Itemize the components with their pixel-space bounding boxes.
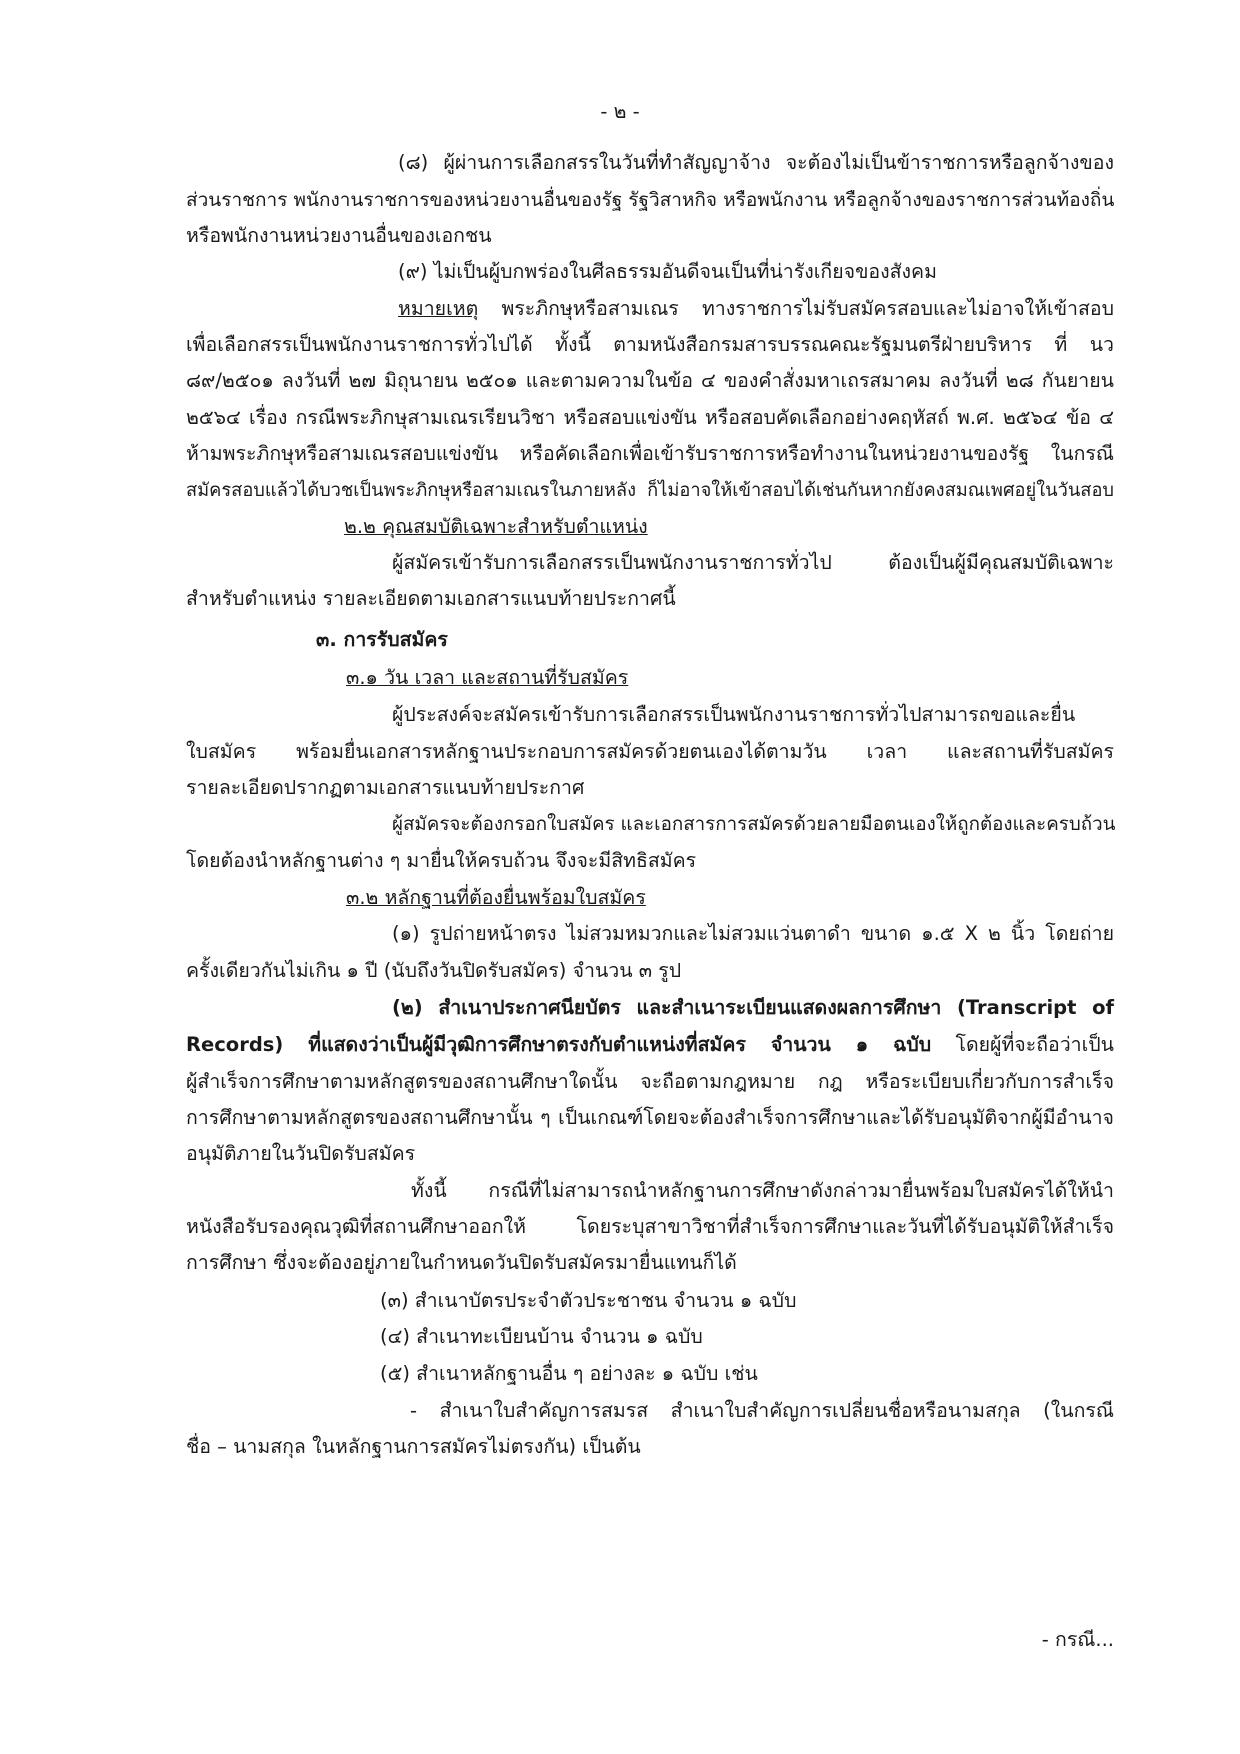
plain-text: โดยผู้ที่จะถือว่าเป็น <box>931 1033 1114 1056</box>
section-heading-3: ๓. การรับสมัคร <box>316 628 448 651</box>
paragraph-line: (๑) รูปถ่ายหน้าตรง ไม่สวมหมวกและไม่สวมแว่นตาดำ ขนาด ๑.๕ X ๒ นิ้ว โดยถ่าย <box>392 922 1114 945</box>
paragraph-line: ชื่อ – นามสกุล ในหลักฐานการสมัครไม่ตรงกัน) เป็นต้น <box>186 1435 641 1458</box>
paragraph-line: หนังสือรับรองคุณวุฒิที่สถานศึกษาออกให้ โดยระบุสาขาวิชาที่สำเร็จการศึกษาและวันที่ได้รับอนุมัติให้สำเร็จ <box>186 1215 1114 1238</box>
footer-continuation: - กรณี... <box>1041 1628 1114 1651</box>
paragraph-line: โดยต้องนำหลักฐานต่าง ๆ มายื่นให้ครบถ้วน จึงจะมีสิทธิสมัคร <box>186 849 697 872</box>
paragraph-line: ครั้งเดียวกันไม่เกิน ๑ ปี (นับถึงวันปิดรับสมัคร) จำนวน ๓ รูป <box>186 959 682 982</box>
page-number: - ๒ - <box>600 100 640 123</box>
list-item: (๔) สำเนาทะเบียนบ้าน จำนวน ๑ ฉบับ <box>380 1325 703 1348</box>
paragraph-line: (๙) ไม่เป็นผู้บกพร่องในศีลธรรมอันดีจนเป็นที่น่ารังเกียจของสังคม <box>398 260 937 283</box>
paragraph-line: ผู้สมัครเข้ารับการเลือกสรรเป็นพนักงานราชการทั่วไป ต้องเป็นผู้มีคุณสมบัติเฉพาะ <box>392 551 1114 574</box>
paragraph-line: เพื่อเลือกสรรเป็นพนักงานราชการทั่วไปได้ ทั้งนี้ ตามหนังสือกรมสารบรรณคณะรัฐมนตรีฝ่ายบริหาร ที่ นว <box>186 333 1114 356</box>
bold-text: Records) ที่แสดงว่าเป็นผู้มีวุฒิการศึกษาตรงกับตำแหน่งที่สมัคร จำนวน ๑ ฉบับ <box>186 1033 932 1056</box>
paragraph-line: ผู้ประสงค์จะสมัครเข้ารับการเลือกสรรเป็นพนักงานราชการทั่วไปสามารถขอและยื่น <box>392 703 1076 726</box>
paragraph-line: การศึกษา ซึ่งจะต้องอยู่ภายในกำหนดวันปิดรับสมัครมายื่นแทนก็ได้ <box>186 1251 737 1274</box>
paragraph-line: ๒๕๖๔ เรื่อง กรณีพระภิกษุสามเณรเรียนวิชา หรือสอบแข่งขัน หรือสอบคัดเลือกอย่างคฤหัสถ์ พ.ศ. ๒๕๖๔ ข้อ ๔ <box>186 406 1114 429</box>
paragraph-line <box>186 1030 1114 1060</box>
paragraph-line: สมัครสอบแล้วได้บวชเป็นพระภิกษุหรือสามเณรในภายหลัง ก็ไม่อาจให้เข้าสอบได้เช่นกันหากยังคงสมณเพศอยู่ในวันสอบ <box>186 480 1114 501</box>
list-item: (๓) สำเนาบัตรประจำตัวประชาชน จำนวน ๑ ฉบับ <box>380 1289 797 1312</box>
paragraph-line-bold: (๒) สำเนาประกาศนียบัตร และสำเนาระเบียนแสดงผลการศึกษา (Transcript of <box>392 996 1114 1019</box>
note-text: พระภิกษุหรือสามเณร ทางราชการไม่รับสมัครสอบและไม่อาจให้เข้าสอบ <box>478 297 1114 320</box>
section-heading-3-1: ๓.๑ วัน เวลา และสถานที่รับสมัคร <box>346 666 629 689</box>
paragraph-line: ผู้สมัครจะต้องกรอกใบสมัคร และเอกสารการสมัครด้วยลายมือตนเองให้ถูกต้องและครบถ้วน <box>392 814 1116 835</box>
paragraph-line: ทั้งนี้ กรณีที่ไม่สามารถนำหลักฐานการศึกษาดังกล่าวมายื่นพร้อมใบสมัครได้ให้นำ <box>411 1179 1114 1202</box>
list-subitem: - สำเนาใบสำคัญการสมรส สำเนาใบสำคัญการเปลี่ยนชื่อหรือนามสกุล (ในกรณี <box>410 1399 1114 1422</box>
note-line <box>398 294 1114 324</box>
paragraph-line: ๘๙/๒๕๐๑ ลงวันที่ ๒๗ มิถุนายน ๒๕๐๑ และตามความในข้อ ๔ ของคำสั่งมหาเถรสมาคม ลงวันที่ ๒๘ กันยายน <box>186 369 1114 392</box>
paragraph-line: (๘) ผู้ผ่านการเลือกสรรในวันที่ทำสัญญาจ้าง จะต้องไม่เป็นข้าราชการหรือลูกจ้างของ <box>398 151 1114 174</box>
paragraph-line: อนุมัติภายในวันปิดรับสมัคร <box>186 1142 416 1165</box>
paragraph-line: สำหรับตำแหน่ง รายละเอียดตามเอกสารแนบท้ายประกาศนี้ <box>186 587 676 610</box>
paragraph-line: รายละเอียดปรากฏตามเอกสารแนบท้ายประกาศ <box>186 776 585 799</box>
list-item: (๕) สำเนาหลักฐานอื่น ๆ อย่างละ ๑ ฉบับ เช่น <box>380 1362 758 1385</box>
paragraph-line: การศึกษาตามหลักสูตรของสถานศึกษานั้น ๆ เป็นเกณฑ์โดยจะต้องสำเร็จการศึกษาและได้รับอนุมัติจากผู้มีอำนาจ <box>186 1106 1114 1129</box>
note-heading: หมายเหตุ <box>398 297 479 320</box>
section-heading-2-2: ๒.๒ คุณสมบัติเฉพาะสำหรับตำแหน่ง <box>344 515 648 538</box>
paragraph-line: ใบสมัคร พร้อมยื่นเอกสารหลักฐานประกอบการสมัครด้วยตนเองได้ตามวัน เวลา และสถานที่รับสมัคร <box>186 740 1114 763</box>
paragraph-line: ผู้สำเร็จการศึกษาตามหลักสูตรของสถานศึกษาใดนั้น จะถือตามกฎหมาย กฎ หรือระเบียบเกี่ยวกับการสำเร็จ <box>186 1070 1114 1093</box>
paragraph-line: ห้ามพระภิกษุหรือสามเณรสอบแข่งขัน หรือคัดเลือกเพื่อเข้ารับราชการหรือทำงานในหน่วยงานของรัฐ ในกรณี <box>186 442 1114 465</box>
paragraph-line: หรือพนักงานหน่วยงานอื่นของเอกชน <box>186 224 492 247</box>
paragraph-line: ส่วนราชการ พนักงานราชการของหน่วยงานอื่นของรัฐ รัฐวิสาหกิจ หรือพนักงาน หรือลูกจ้างของราชการส่วนท้องถิ่น <box>186 189 1115 211</box>
section-heading-3-2: ๓.๒ หลักฐานที่ต้องยื่นพร้อมใบสมัคร <box>346 886 646 909</box>
